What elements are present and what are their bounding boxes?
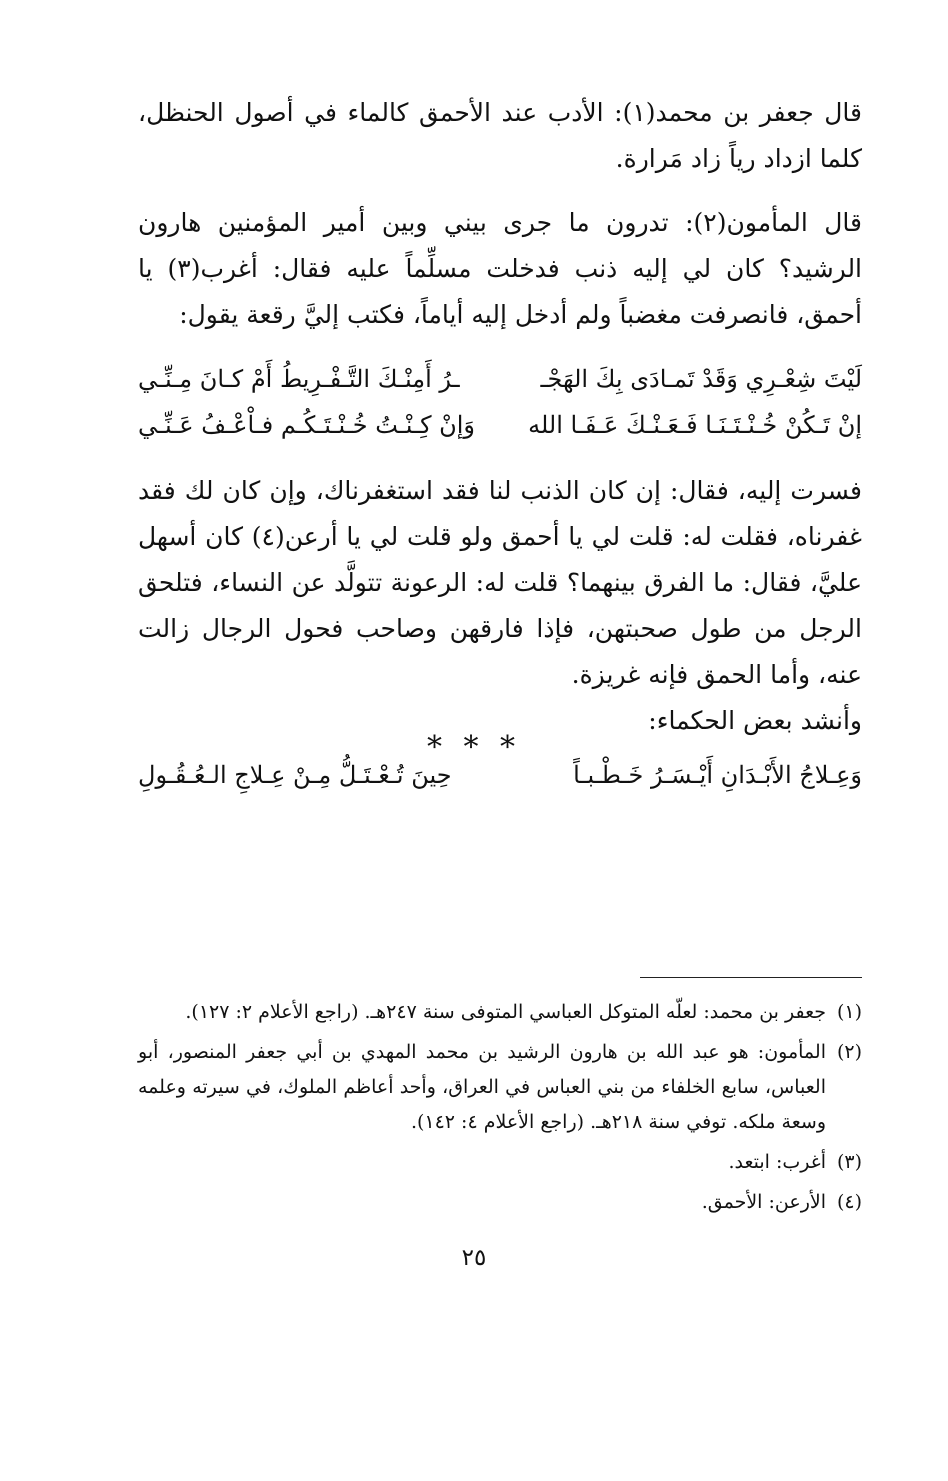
- footnote-number: (٢): [836, 1041, 862, 1063]
- poem-rashid: [138, 356, 862, 448]
- footnote-divider: [640, 977, 862, 978]
- verse-hemistich-first: إنْ تَـكُنْ خُـنْـتَـنَـا فَـعَـنْـكَ عَـفَـا الله: [528, 411, 862, 439]
- footnote-item: [138, 1185, 862, 1220]
- footnote-item: [138, 995, 862, 1030]
- section-separator: * * *: [426, 730, 522, 765]
- footnote-item: [138, 1145, 862, 1180]
- verse-line: [138, 402, 862, 448]
- footnote-item: [138, 1035, 862, 1140]
- verse-hemistich-second: ـرُ أَمِنْـكَ التَّـفْـرِيطُ أَمْ كـانَ مِـنِّـي: [138, 365, 460, 393]
- verse-hemistich-second: حِينَ تُـعْـتَـلُّ مِـنْ عِـلاجِ الـعُـقُـولِ: [138, 761, 452, 789]
- footnote-number: (١): [836, 1001, 862, 1023]
- verse-line: [138, 356, 862, 402]
- verse-hemistich-first: لَيْتَ شِعْـرِي وَقَدْ تَمـادَى بِكَ الهَجْـ: [540, 365, 862, 393]
- verse-hemistich-second: وَإنْ كِـنْـتُ خُـنْـتَـكُـم فـاْعْـفُ عَـنِّـي: [138, 411, 476, 439]
- footnotes: [138, 995, 862, 1225]
- footnote-text: أغرب: ابتعد.: [728, 1151, 826, 1173]
- paragraph-mamun: قال المأمون(٢): تدرون ما جرى بيني وبين أمير المؤمنين هارون الرشيد؟ كان لي إليه ذنب فدخلت مسلِّماً عليه فقال: أغرب(٣) يا أحمق، فانصرفت مغضباً ولم أدخل إليه أياماً، فكتب إليَّ رقعة يقول:: [138, 208, 863, 329]
- paragraph-reply: فسرت إليه، فقال: إن كان الذنب لنا فقد استغفرناك، وإن كان لك فقد غفرناه، فقلت له: قلت لي يا أحمق ولو قلت لي يا أرعن(٤) كان أسهل عليَّ، فقال: ما الفرق بينهما؟ قلت له: الرعونة تتولَّد عن النساء، فتلحق الرجل من طول صحبتهن، فإذا فارقهن وصاحب فحول الرجال زالت عنه، وأما الحمق فإنه غريزة.: [138, 476, 862, 689]
- paragraph-wise-intro: وأنشد بعض الحكماء:: [648, 706, 862, 735]
- footnote-text: المأمون: هو عبد الله بن هارون الرشيد بن محمد المهدي بن أبي جعفر المنصور، أبو العباس، سابع الخلفاء من بني العباس في العراق، وأحد أعاظم الملوك، في سيرته وعلمه وسعة ملكه. توفي سنة ٢١٨هـ. (راجع الأعلام ٤: ١٤٢).: [138, 1041, 826, 1133]
- footnote-text: الأرعن: الأحمق.: [701, 1191, 826, 1213]
- page-number: ٢٥: [461, 1245, 487, 1271]
- footnote-text: جعفر بن محمد: لعلّه المتوكل العباسي المتوفى سنة ٢٤٧هـ. (راجع الأعلام ٢: ١٢٧).: [185, 1001, 826, 1023]
- footnote-number: (٤): [836, 1191, 862, 1213]
- verse-hemistich-first: وَعِـلاجُ الأَبْـدَانِ أَيْـسَـرُ خَـطْـبـاً: [573, 761, 862, 789]
- footnote-number: (٣): [836, 1151, 862, 1173]
- main-text: [138, 90, 862, 818]
- paragraph-jafar: قال جعفر بن محمد(١): الأدب عند الأحمق كالماء في أصول الحنظل، كلما ازداد رياً زاد مَرارة.: [138, 98, 863, 173]
